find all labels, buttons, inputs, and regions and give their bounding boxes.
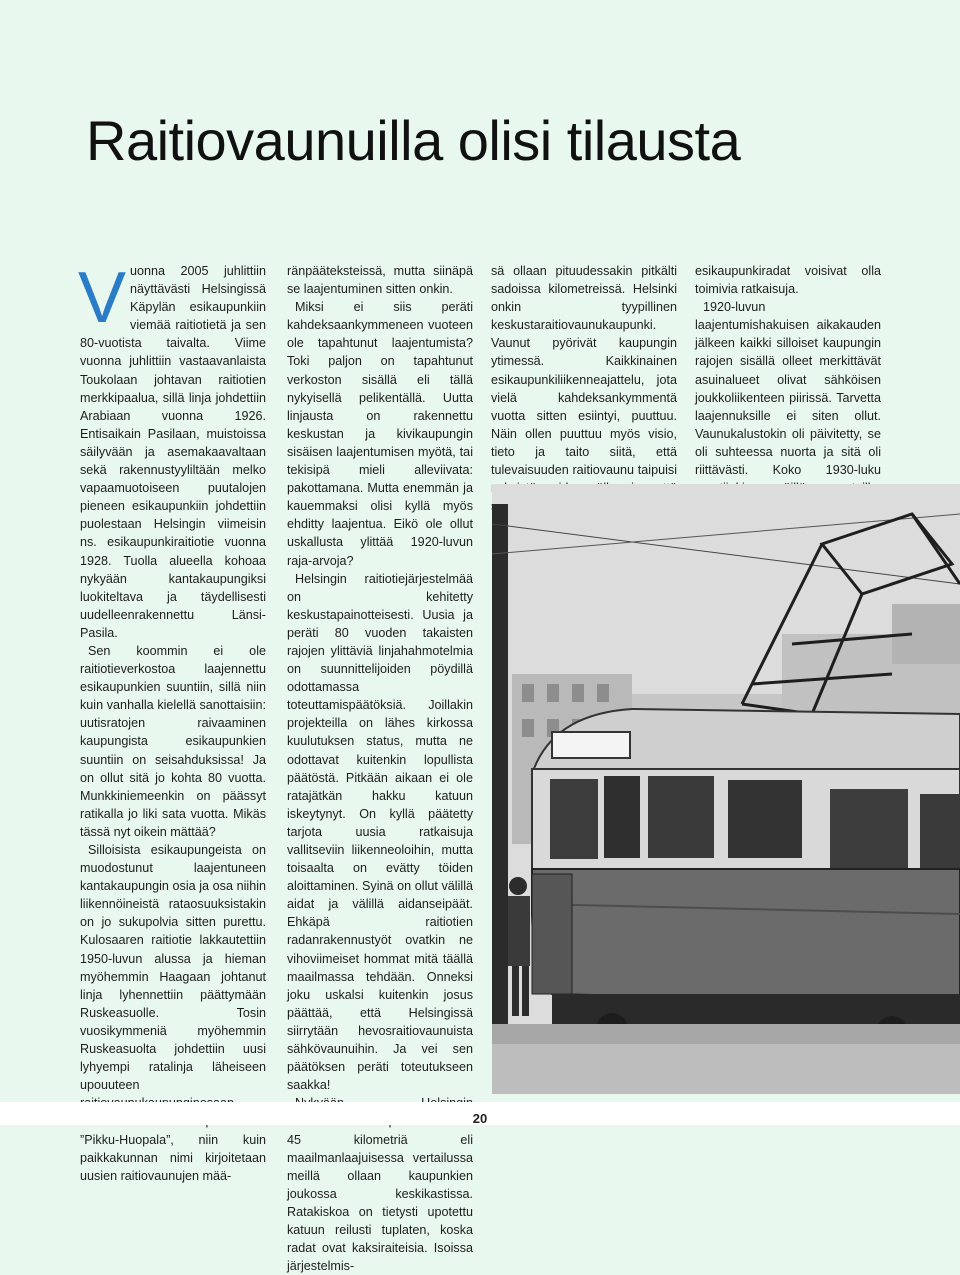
paragraph: ränpääteksteissä, mutta siinäpä se laajentuminen sitten onkin. <box>287 264 473 297</box>
paragraph: sä ollaan pituudessakin pitkälti sadoissa kilometreissä. Helsinki onkin tyypillinen keskustaraitiovaunukaupunki. Vaunut pyörivät kaupungin ytimessä. Kaikkinainen esikaupunkiliikenneajattelu, jota vielä kahdeksankymmentä vuotta sitten esiintyi, puuttuu. Näin ollen puuttuu myös visio, tieto ja taito siitä, että tulevaisuuden raitiovaunu taipuisi <box>491 264 677 478</box>
paragraph <box>78 258 266 642</box>
article-column-4 <box>695 262 881 515</box>
article-column-1 <box>78 258 266 1185</box>
article-title: Raitiovaunuilla olisi tilausta <box>86 109 741 172</box>
article-column-3 <box>491 262 677 515</box>
tram-illustration <box>492 484 960 1094</box>
paragraph: 1920-luvun laajentumishakuisen aikakauden jälkeen kaikki silloiset kaupungin rajojen sisällä olleet merkittävät asuinalueet olivat sähköisen joukkoliikenteen piirissä. Tarvetta laajennuksille ei siten ollut. Vaunukalustokin oli päivitetty, se oli suhteessa nuorta ja sitä oli riittävästi. Koko 1930-luku <box>695 300 881 478</box>
page-number: 20 <box>472 1111 488 1126</box>
tram-photo <box>492 484 960 1094</box>
paragraph: Silloisista esikaupungeista on muodostunut laajentuneen kantakaupungin osia ja osa niihin liikennöineistä rataosuuksistakin on jo sukupolvia sitten purettu. Kulosaaren raitiotie lakkautettiin 1950-luvun alussa ja hieman myöhemmin Haagaan johtanut linja lyhennettiin päättymään Ruskeasuolle. Tosin vuosikymmeniä myöhemmin Ruskeasuolta johdettiin uusi lyhyempi ratalinja läheiseen upouuteen ”Pikku-Huopala”, niin kuin paikkakunnan nimi kirjoitetaan uusien raitiovaunujen mää- <box>80 843 266 1183</box>
drop-cap: V <box>78 258 127 338</box>
paragraph: Miksi ei siis peräti kahdeksaankymmeneen vuoteen ole tapahtunut laajentumista? Toki paljon on tapahtunut verkoston sisällä eli tällä nykyisellä pelikentällä. Uutta linjausta on rakennettu keskustan ja kivikaupungin sisäisen laajentumisen myötä, tai tekisipä mieli alleviivata: pakottamana. Mutta enemmän ja kauemmaksi olisi kyllä myös ehditty laajentua. Eikö ole ollut uskallusta ylittää 1920-luvun raja-arvoja? <box>287 300 473 568</box>
paragraph: 45 kilometriä eli maailmanlaajuisessa vertailussa meillä ollaan kaupunkien joukossa keskikastissa. Ratakiskoa on tietysti upotettu katuun reilusti tuplaten, koska radat ovat kaksiraiteisia. Isoissa järjestelmis- <box>287 1132 473 1274</box>
paragraph-text: uonna 2005 juhlittiin näyttävästi Helsingissä Käpylän esikaupunkiin viemää raitiotietä ja sen 80-vuotista taivalta. Viime vuonna juhlittiin vastaavanlaista Toukolaan johtavan raitiotien merkkipaalua, sillä linja johdettiin Arabiaan vuonna 1926. Entisaikain Pasilaan, muistoissa säilyvään ja asemakaavaltaan sekä rakennustyyliltään melko vapaamuotoiseen puutalojen pieneen esikaupunkiin johdettiin puolestaan Helsingin viimeisin ns. esikaupunkiraitiotie vuonna 1928. Tuolla alueella kohoaa nykyään kantakaupungiksi luokiteltava ja täydellisesti uudelleenrakennettu Länsi-Pasila. <box>80 264 266 640</box>
paragraph: Helsingin raitiotiejärjestelmää on kehitetty keskustapainotteisesti. Uusia ja peräti 80 vuoden takaisten rajojen ylittäviä linjahahmotelmia on suunnittelijoiden pöydillä odottamassa toteuttamispäätöksiä. Joillakin projekteilla on lähes kirkossa kuulutuksen status, mutta ne odottavat kuitenkin lopullista päätöstä. Pitkään aikaan ei ole ratajätkän hakku katuun iskeytynyt. On kyllä päätetty tarjota uusia ratkaisuja vallitseviin liikenneoloihin, mutta toisaalta on evätty töiden aloittaminen. Syinä on ollut välillä aidat ja välillä aidanseipäät. Ehkäpä raitiotien radanrakennustyöt ovatkin ne vihoviimeiset hommat mitä täällä maailmassa tehdään. Onneksi joku uskalsi kuitenkin josus päättää, että Helsingissä siirrytään hevosraitiovaunuista sähkövaunuihin. Ja vei sen päätöksen peräti toteutukseen saakka! <box>287 571 473 1093</box>
paragraph: Sen koommin ei ole raitiotieverkostoa laajennettu esikaupunkien suuntiin, sillä niin kuin vanhalla kielellä sanottaisiin: uutisratojen raivaaminen kaupungista esikaupunkien suuntiin on seisahduksissa! Ja on ollut sitä jo kohta 80 vuotta. Munkkiniemeenkin on päässyt ratikalla jo liki sata vuotta. Mikäs tässä nyt oikein mättää? <box>80 643 266 839</box>
paragraph: esikaupunkiradat voisivat olla toimivia ratkaisuja. <box>695 264 881 297</box>
